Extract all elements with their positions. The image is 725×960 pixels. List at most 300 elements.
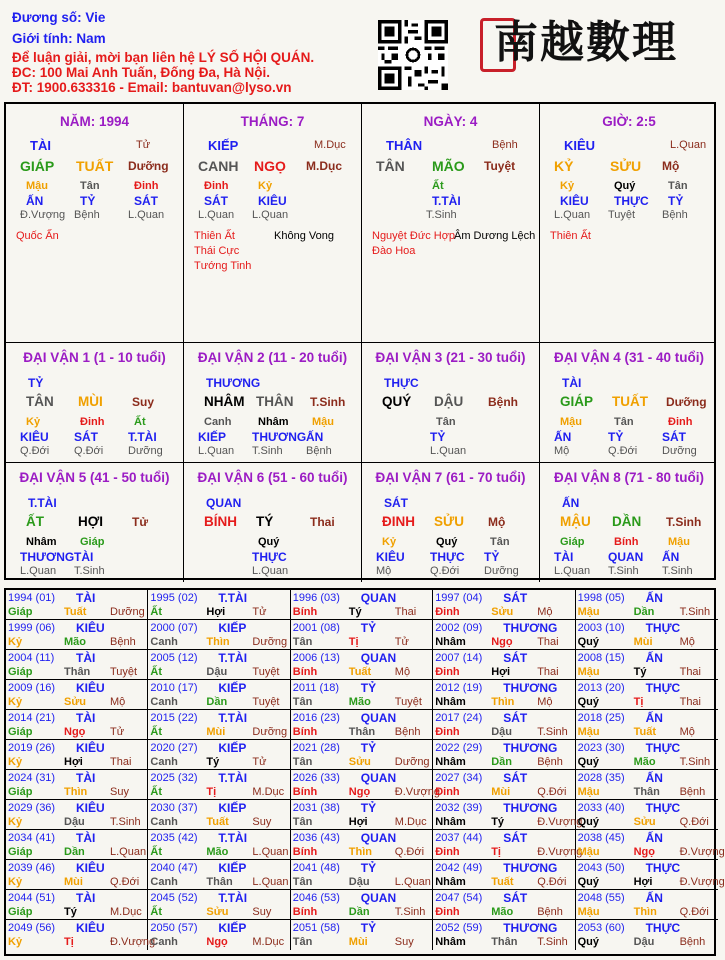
- year-star: KIẾP: [218, 741, 247, 755]
- year-label: 2025 (32): [150, 772, 198, 784]
- year-branch: Sửu: [348, 756, 371, 768]
- year-cell[interactable]: [6, 710, 148, 740]
- hidden-stem: Tân: [80, 180, 100, 192]
- year-stem: Đinh: [435, 606, 460, 618]
- hidden-stem: Ất: [432, 180, 444, 192]
- year-cell[interactable]: [148, 590, 290, 620]
- qr-code-icon[interactable]: [378, 20, 448, 90]
- pillar-title: NGÀY: 4: [423, 114, 478, 129]
- year-cell[interactable]: [148, 890, 290, 920]
- year-label: 2022 (29): [435, 742, 483, 754]
- gender: Giới tính: Nam: [12, 31, 106, 46]
- pillar-star: TÀI: [30, 138, 51, 153]
- dai-van-cell: [362, 462, 540, 582]
- dai-van-hidden-star: ẤN: [662, 550, 680, 564]
- year-cell[interactable]: [291, 860, 433, 890]
- year-stage: Q.Đới: [394, 846, 425, 858]
- dai-van-star: THƯƠNG: [206, 376, 261, 390]
- dai-van-stem: GIÁP: [560, 394, 594, 409]
- year-label: 2029 (36): [8, 802, 56, 814]
- year-stage: T.Sinh: [679, 756, 711, 768]
- year-label: 2050 (57): [150, 922, 198, 934]
- year-stage: T.Sinh: [110, 816, 141, 828]
- dai-van-cell: [540, 342, 718, 462]
- year-cell[interactable]: [433, 740, 575, 770]
- year-stem: Tân: [292, 876, 313, 888]
- dai-van-hidden-star: TÀI: [74, 550, 94, 564]
- dai-van-hidden: Nhâm: [26, 536, 57, 548]
- hidden-stage: L.Quan: [252, 209, 289, 221]
- hidden-stem: Kỷ: [258, 180, 273, 192]
- year-branch: Thân: [64, 666, 91, 678]
- pillar-column: [540, 104, 718, 342]
- hidden-stage: Tuyệt: [608, 209, 636, 221]
- year-star: KIÊU: [76, 681, 105, 695]
- year-star: T.TÀI: [218, 711, 248, 725]
- dai-van-stem: MẬU: [560, 514, 591, 529]
- dai-van-hidden-star: KIÊU: [20, 430, 49, 444]
- year-label: 2039 (46): [8, 862, 56, 874]
- dai-van-hidden: Canh: [204, 416, 232, 428]
- year-stem: Bính: [292, 846, 318, 858]
- year-cell[interactable]: [6, 830, 148, 860]
- heavenly-stem: TÂN: [376, 158, 405, 174]
- dai-van-hidden-stage: L.Quan: [20, 565, 57, 577]
- year-stage: Tử: [252, 756, 267, 768]
- earthly-branch: NGỌ: [254, 158, 286, 174]
- year-cell[interactable]: [433, 830, 583, 860]
- year-stage: Thai: [537, 666, 559, 678]
- year-stem: Bính: [292, 606, 318, 618]
- year-cell[interactable]: [433, 650, 575, 680]
- year-stage: Q.Đới: [679, 816, 709, 828]
- year-cell[interactable]: [576, 740, 718, 770]
- pillar-title: GIỜ: 2:5: [602, 114, 656, 129]
- year-branch: Dần: [491, 756, 512, 768]
- header: [0, 0, 720, 100]
- dai-van-hidden-star: THỰC: [252, 550, 287, 564]
- dai-van-stage: T.Sinh: [310, 395, 346, 409]
- pillar-column: [6, 104, 184, 342]
- shensha: Đào Hoa: [372, 245, 416, 257]
- hidden-star: KIÊU: [560, 194, 589, 208]
- dai-van-hidden: Mậu: [560, 416, 582, 428]
- year-branch: Thìn: [64, 786, 88, 798]
- year-stage: Q.Đới: [537, 876, 567, 888]
- year-label: 1996 (03): [292, 592, 340, 604]
- life-stage: M.Dục: [306, 159, 342, 173]
- year-cell[interactable]: [6, 920, 156, 950]
- year-star: TỶ: [360, 921, 377, 935]
- year-cell[interactable]: [291, 800, 433, 830]
- dai-van-stage: Dưỡng: [666, 395, 707, 409]
- year-star: T.TÀI: [218, 891, 248, 905]
- year-stem: Nhâm: [435, 876, 466, 888]
- dai-van-hidden-stage: L.Quan: [554, 565, 591, 577]
- year-stem: Nhâm: [435, 636, 466, 648]
- year-stem: Kỷ: [8, 936, 23, 948]
- hidden-stem: Quý: [614, 180, 636, 192]
- year-star: ẤN: [645, 771, 663, 785]
- year-cell[interactable]: [433, 770, 575, 800]
- year-label: 1998 (05): [577, 592, 625, 604]
- year-stage: T.Sinh: [679, 606, 711, 618]
- year-star: TỶ: [360, 801, 377, 815]
- year-cell[interactable]: [148, 680, 290, 710]
- year-star: T.TÀI: [218, 591, 248, 605]
- year-cell[interactable]: [576, 830, 725, 860]
- year-cell[interactable]: [291, 920, 433, 950]
- contact-phone-email[interactable]: ĐT: 1900.633316 - Email: bantuvan@lyso.vn: [12, 80, 292, 95]
- dai-van-star: SÁT: [384, 496, 408, 510]
- dai-van-hidden: Kỷ: [382, 536, 397, 548]
- hidden-star: T.TÀI: [432, 194, 461, 208]
- dai-van-hidden-stage: Q.Đới: [74, 445, 104, 457]
- year-cell[interactable]: [576, 710, 718, 740]
- year-stage: Đ.Vượng: [537, 816, 583, 828]
- pillar-title: THÁNG: 7: [240, 114, 305, 129]
- year-stage: Q.Đới: [537, 786, 567, 798]
- dai-van-title: ĐẠI VẬN 2 (11 - 20 tuổi): [197, 350, 348, 365]
- year-stage: Tử: [110, 726, 125, 738]
- year-stem: Quý: [577, 876, 599, 888]
- year-stem: Bính: [292, 906, 318, 918]
- year-branch: Tị: [491, 846, 501, 858]
- year-branch: Tý: [206, 756, 220, 768]
- year-label: 2034 (41): [8, 832, 56, 844]
- year-branch: Mùi: [64, 876, 83, 888]
- year-stage: Mộ: [679, 726, 695, 738]
- year-stem: Mậu: [577, 606, 600, 618]
- year-cell[interactable]: [291, 830, 433, 860]
- pillar-star: KIẾP: [208, 138, 239, 153]
- year-branch: Tuất: [64, 606, 87, 618]
- dai-van-hidden: Giáp: [560, 536, 585, 548]
- year-star: TÀI: [76, 771, 96, 785]
- year-star: T.TÀI: [218, 651, 248, 665]
- year-cell[interactable]: [148, 740, 290, 770]
- year-stem: Mậu: [577, 846, 600, 858]
- dai-van-hidden: Mậu: [668, 536, 690, 548]
- year-label: 2053 (60): [577, 922, 625, 934]
- year-star: KIÊU: [76, 861, 105, 875]
- year-star: SÁT: [503, 591, 528, 605]
- year-cell[interactable]: [148, 770, 290, 800]
- year-cell[interactable]: [148, 710, 290, 740]
- year-branch: Hợi: [64, 756, 83, 768]
- hidden-stage: Bệnh: [74, 209, 100, 221]
- year-cell[interactable]: [291, 890, 433, 920]
- year-cell[interactable]: [576, 920, 718, 950]
- dai-van-hidden: Ất: [134, 416, 146, 428]
- year-stage: Dưỡng: [252, 726, 288, 738]
- year-branch: Mùi: [491, 786, 511, 798]
- year-branch: Thân: [633, 786, 660, 798]
- year-label: 2035 (42): [150, 832, 198, 844]
- hidden-star: TỶ: [668, 194, 684, 208]
- hidden-stage: L.Quan: [128, 209, 165, 221]
- dai-van-stage: Bệnh: [488, 395, 518, 409]
- dai-van-hidden-stage: L.Quan: [198, 445, 235, 457]
- year-stem: Giáp: [8, 726, 33, 738]
- year-cell[interactable]: [433, 800, 583, 830]
- dai-van-star: THỰC: [384, 376, 419, 390]
- year-label: 2037 (44): [435, 832, 483, 844]
- year-label: 2009 (16): [8, 682, 56, 694]
- year-branch: Mão: [206, 846, 229, 858]
- dai-van-hidden-stage: T.Sinh: [608, 565, 639, 577]
- year-star: QUAN: [360, 771, 397, 785]
- hidden-stem: Đinh: [134, 180, 159, 192]
- dai-van-stage: T.Sinh: [666, 515, 702, 529]
- year-star: KIÊU: [76, 921, 105, 935]
- year-branch: Tý: [491, 816, 505, 828]
- year-label: 2047 (54): [435, 892, 483, 904]
- year-star: THỰC: [645, 621, 681, 635]
- dai-van-hidden-stage: T.Sinh: [252, 445, 283, 457]
- year-stem: Mậu: [577, 906, 600, 918]
- earthly-branch: TUẤT: [76, 158, 114, 174]
- year-branch: Tuất: [491, 876, 514, 888]
- year-stem: Bính: [292, 786, 318, 798]
- year-stem: Canh: [150, 876, 178, 888]
- dai-van-cell: [6, 462, 184, 582]
- pillar-title: NĂM: 1994: [59, 114, 130, 129]
- dai-van-hidden: Tân: [490, 536, 510, 548]
- year-stem: Ất: [150, 786, 162, 798]
- year-stage: Mộ: [537, 696, 553, 708]
- year-branch: Hợi: [633, 876, 653, 888]
- hidden-star: TỶ: [80, 194, 96, 208]
- year-cell[interactable]: [148, 620, 290, 650]
- year-star: KIẾP: [218, 801, 247, 815]
- year-label: 2014 (21): [8, 712, 56, 724]
- year-star: THƯƠNG: [503, 741, 558, 755]
- year-star: THƯƠNG: [503, 861, 558, 875]
- year-branch: Dậu: [64, 816, 85, 828]
- year-branch: Dậu: [206, 666, 228, 678]
- year-stage: L.Quan: [252, 846, 289, 858]
- year-stem: Canh: [150, 756, 178, 768]
- year-cell[interactable]: [433, 680, 575, 710]
- year-star: ẤN: [645, 891, 663, 905]
- year-label: 2010 (17): [150, 682, 198, 694]
- year-label: 2007 (14): [435, 652, 483, 664]
- life-stage: Dưỡng: [128, 159, 169, 173]
- dai-van-branch: HỢI: [78, 514, 104, 529]
- year-cell[interactable]: [576, 800, 718, 830]
- year-cell[interactable]: [6, 740, 148, 770]
- year-cell[interactable]: [291, 650, 433, 680]
- year-stage: M.Dục: [394, 816, 427, 828]
- dai-van-hidden-star: SÁT: [662, 430, 686, 444]
- year-label: 2045 (52): [150, 892, 198, 904]
- contact-line-1[interactable]: Để luận giải, mời bạn liên hệ LÝ SỐ HỘI QUÁN.: [12, 50, 315, 65]
- year-branch: Dần: [64, 846, 85, 858]
- year-cell[interactable]: [291, 770, 440, 800]
- year-cell[interactable]: [433, 590, 575, 620]
- year-star: TÀI: [76, 711, 96, 725]
- year-star: SÁT: [503, 651, 528, 665]
- year-branch: Sửu: [206, 906, 229, 918]
- year-cell[interactable]: [576, 890, 718, 920]
- year-stage: Dưỡng: [394, 756, 430, 768]
- year-stage: Q.Đới: [679, 906, 709, 918]
- hidden-star: SÁT: [134, 194, 158, 208]
- year-star: SÁT: [503, 891, 528, 905]
- year-cell[interactable]: [576, 620, 718, 650]
- year-cell[interactable]: [148, 800, 290, 830]
- year-cell[interactable]: [6, 680, 148, 710]
- year-label: 2015 (22): [150, 712, 198, 724]
- dai-van-branch: MÙI: [78, 394, 103, 409]
- hidden-stage: T.Sinh: [426, 209, 457, 221]
- year-label: 1994 (01): [8, 592, 56, 604]
- year-cell[interactable]: [433, 620, 575, 650]
- heavenly-stem: CANH: [198, 158, 239, 174]
- dai-van-stem: ĐINH: [382, 514, 415, 529]
- year-cell[interactable]: [148, 650, 290, 680]
- year-stage: Tuyệt: [252, 666, 280, 678]
- dai-van-hidden: Giáp: [80, 536, 105, 548]
- year-stem: Nhâm: [435, 936, 466, 948]
- year-label: 2012 (19): [435, 682, 483, 694]
- year-cell[interactable]: [576, 650, 718, 680]
- dai-van-hidden-stage: Dưỡng: [484, 565, 519, 577]
- year-stem: Ất: [150, 906, 162, 918]
- year-branch: Hợi: [206, 606, 226, 618]
- dai-van-stem: TÂN: [26, 394, 54, 409]
- year-stage: Đ.Vượng: [110, 936, 156, 948]
- year-cell[interactable]: [6, 890, 148, 920]
- year-label: 2000 (07): [150, 622, 198, 634]
- year-cell[interactable]: [6, 620, 148, 650]
- year-label: 2002 (09): [435, 622, 483, 634]
- year-cell[interactable]: [6, 800, 148, 830]
- year-branch: Sửu: [64, 696, 87, 708]
- year-cell[interactable]: [6, 770, 148, 800]
- year-stem: Tân: [292, 696, 313, 708]
- year-cell[interactable]: [576, 770, 718, 800]
- dai-van-hidden-star: QUAN: [608, 550, 644, 564]
- year-star: THƯƠNG: [503, 801, 558, 815]
- year-cell[interactable]: [291, 710, 433, 740]
- dai-van-hidden-stage: Q.Đới: [608, 445, 638, 457]
- year-branch: Tuất: [633, 726, 656, 738]
- dai-van-title: ĐẠI VẬN 1 (1 - 10 tuổi): [23, 350, 166, 365]
- year-cell[interactable]: [6, 590, 148, 620]
- year-cell[interactable]: [576, 860, 725, 890]
- dai-van-hidden: Quý: [258, 536, 280, 548]
- year-branch: Thìn: [633, 906, 657, 918]
- hidden-stem: Kỷ: [560, 180, 575, 192]
- year-branch: Sửu: [491, 606, 514, 618]
- year-star: THỰC: [645, 861, 681, 875]
- year-branch: Thân: [348, 726, 376, 738]
- year-stem: Canh: [150, 696, 178, 708]
- year-cell[interactable]: [148, 920, 290, 950]
- year-stem: Kỷ: [8, 756, 23, 768]
- year-branch: Dần: [348, 906, 370, 918]
- year-stem: Ất: [150, 726, 162, 738]
- year-star: ẤN: [645, 831, 663, 845]
- year-stem: Tân: [292, 636, 313, 648]
- dai-van-hidden-star: THỰC: [430, 550, 465, 564]
- year-stem: Nhâm: [435, 816, 466, 828]
- hidden-stage: L.Quan: [554, 209, 591, 221]
- year-stem: Tân: [292, 936, 313, 948]
- dai-van-branch: TÝ: [256, 514, 274, 529]
- year-branch: Tị: [633, 696, 644, 708]
- year-stage: L.Quan: [110, 846, 147, 858]
- year-cell[interactable]: [291, 740, 433, 770]
- year-branch: Dậu: [348, 876, 370, 888]
- year-branch: Tý: [633, 666, 647, 678]
- year-stage: Suy: [110, 786, 129, 798]
- shensha: Thiên Ất: [194, 230, 235, 242]
- year-cell[interactable]: [291, 590, 433, 620]
- dai-van-cell: [540, 462, 718, 582]
- year-cell[interactable]: [291, 680, 433, 710]
- year-star: QUAN: [360, 651, 397, 665]
- hidden-stem: Tân: [668, 180, 688, 192]
- year-branch: Thìn: [206, 636, 230, 648]
- year-cell[interactable]: [576, 590, 718, 620]
- brand-logo: 南越數理: [494, 17, 678, 68]
- year-stage: Bệnh: [110, 636, 136, 648]
- year-star: TÀI: [76, 651, 96, 665]
- year-stage: Bệnh: [679, 936, 706, 948]
- year-star: KIẾP: [218, 681, 247, 695]
- year-cell[interactable]: [433, 920, 575, 950]
- year-branch: Tị: [64, 936, 74, 948]
- year-label: 2011 (18): [292, 682, 340, 694]
- year-cell[interactable]: [433, 860, 575, 890]
- year-stage: Đ.Vượng: [679, 876, 725, 888]
- year-stem: Canh: [150, 816, 178, 828]
- heavenly-stem: KỶ: [554, 158, 574, 174]
- year-cell[interactable]: [148, 860, 290, 890]
- year-star: SÁT: [503, 711, 528, 725]
- dai-van-branch: TUẤT: [612, 394, 648, 409]
- dai-van-hidden-star: T.TÀI: [128, 430, 157, 444]
- shensha-right: Âm Dương Lệch: [454, 230, 536, 242]
- year-cell[interactable]: [433, 890, 575, 920]
- dai-van-star: TÀI: [562, 376, 582, 390]
- dai-van-hidden-stage: Dưỡng: [662, 445, 697, 457]
- dai-van-hidden: Quý: [436, 536, 458, 548]
- shensha: Nguyệt Đức Hợp: [372, 230, 456, 242]
- year-stage: Dưỡng: [110, 606, 145, 618]
- year-cell[interactable]: [576, 680, 718, 710]
- dai-van-star: ẤN: [562, 496, 580, 510]
- shensha-right: Không Vong: [274, 230, 334, 242]
- dai-van-branch: DẦN: [612, 514, 642, 529]
- year-cell[interactable]: [291, 620, 433, 650]
- year-stage: M.Dục: [110, 906, 142, 918]
- hidden-star: ẤN: [26, 194, 44, 208]
- year-cell[interactable]: [6, 650, 148, 680]
- year-cell[interactable]: [148, 830, 290, 860]
- year-stage: Bệnh: [394, 726, 421, 738]
- year-cell[interactable]: [6, 860, 148, 890]
- year-star: TỶ: [360, 681, 377, 695]
- year-cell[interactable]: [433, 710, 575, 740]
- year-stage: Dưỡng: [252, 636, 288, 648]
- year-stem: Quý: [577, 636, 599, 648]
- year-label: 2024 (31): [8, 772, 56, 784]
- annual-luck-grid: [4, 588, 725, 956]
